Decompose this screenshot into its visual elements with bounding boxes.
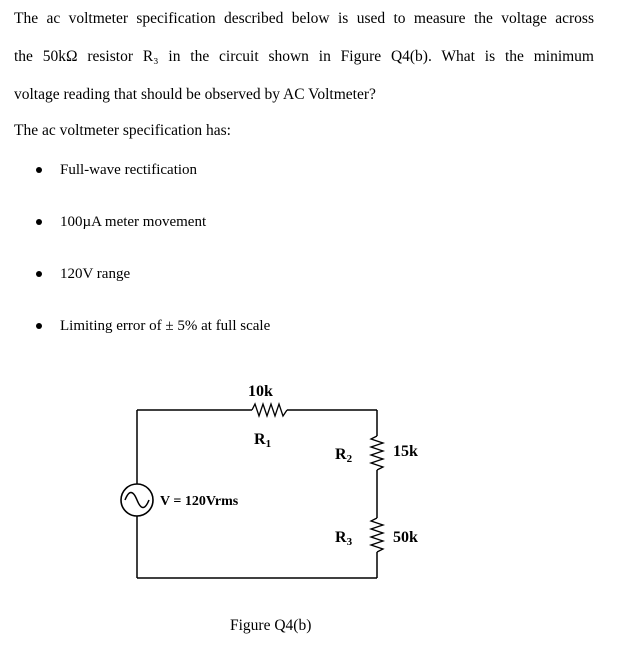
spec-text: Limiting error of ± 5% at full scale xyxy=(60,318,271,334)
question-line-2: the 50kΩ resistor R₃ in the circuit shown in Figure Q4(b). What is the minimum xyxy=(14,48,594,65)
source-label: V = 120Vrms xyxy=(160,494,239,509)
r2-resistor-symbol xyxy=(371,436,383,470)
bullet-icon xyxy=(36,271,42,277)
spec-intro: The ac voltmeter specification has: xyxy=(14,122,231,139)
bullet-icon xyxy=(36,219,42,225)
r1-label: R1 xyxy=(254,431,272,450)
r1-value: 10k xyxy=(248,383,273,400)
spec-item-meter-movement xyxy=(36,214,206,231)
circuit-diagram xyxy=(0,370,623,610)
r2-label: R2 xyxy=(335,446,353,465)
r3-resistor-symbol xyxy=(371,518,383,552)
question-line-3: voltage reading that should be observed by AC Voltmeter? xyxy=(14,86,376,103)
r3-label: R3 xyxy=(335,529,353,548)
r2-value: 15k xyxy=(393,443,418,460)
bullet-icon xyxy=(36,167,42,173)
question-line-1: The ac voltmeter specification described below is used to measure the voltage across xyxy=(14,10,594,27)
bullet-icon xyxy=(36,323,42,329)
spec-item-limiting-error xyxy=(36,318,270,335)
spec-text: 100µA meter movement xyxy=(60,214,207,230)
spec-item-range xyxy=(36,266,130,283)
spec-text: 120V range xyxy=(60,266,131,282)
figure-caption: Figure Q4(b) xyxy=(230,617,312,634)
spec-item-rectification xyxy=(36,162,197,179)
r3-value: 50k xyxy=(393,529,418,546)
r1-resistor-symbol xyxy=(252,404,287,416)
spec-text: Full-wave rectification xyxy=(60,162,198,178)
